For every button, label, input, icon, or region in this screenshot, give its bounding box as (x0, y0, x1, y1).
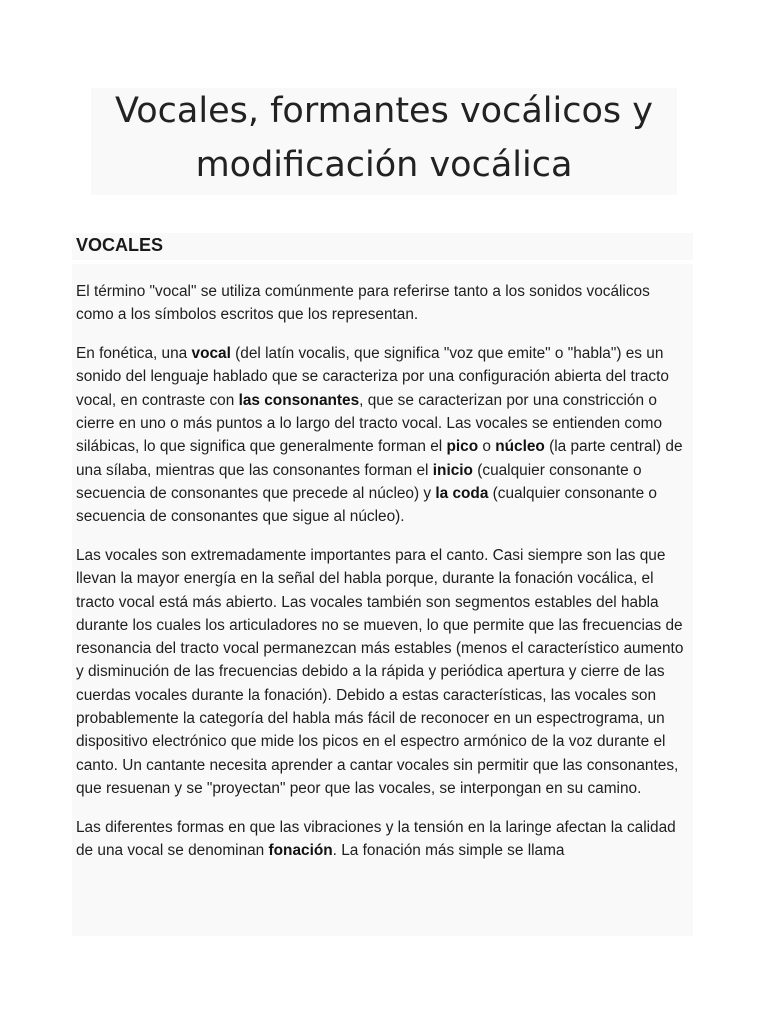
paragraph-text: , que se caracterizan por una constricción o cierre en uno o más puntos a lo largo del tracto vocal. Las vocales se entienden como silábicas, lo que significa que generalmente forman el (76, 391, 663, 456)
paragraph (76, 342, 690, 528)
paragraph-text: (cualquier consonante o secuencia de consonantes que precede al núcleo) y (76, 461, 642, 502)
paragraph (76, 544, 690, 800)
paragraph (76, 816, 690, 863)
section-heading-background (72, 233, 693, 260)
paragraph-text: (la parte central) de una sílaba, mientras que las consonantes forman el (76, 438, 683, 479)
paragraph-text: En fonética, una (76, 345, 192, 363)
paragraph (76, 280, 690, 327)
paragraph-text: (cualquier consonante o secuencia de consonantes que sigue al núcleo). (76, 484, 657, 526)
paragraph-text: El término "vocal" se utiliza comúnmente para referirse tanto a los sonidos vocálicos como a los símbolos escritos que los representan. (76, 283, 650, 324)
page-title: Vocales, formantes vocálicos y modificación vocálica (115, 91, 653, 185)
bold-term: la coda (435, 484, 489, 502)
section-heading: VOCALES (76, 235, 164, 255)
bold-term: vocal (191, 345, 231, 363)
paragraph-text: (del latín vocalis, que significa "voz que emite" o "habla") es un sonido del lenguaje hablado que se caracteriza por una configuración abierta del tracto vocal, en contraste con (76, 345, 669, 409)
paragraph-text: Las vocales son extremadamente importantes para el canto. Casi siempre son las que llevan la mayor energía en la señal del habla porque, durante la fonación vocálica, el tracto vocal está más abierto. Las vocales también son segmentos estables del habla durante los cuales los articuladores no se mueven, lo que permite que las frecuencias de resonancia del tracto vocal permanezcan más estables (menos el característico aumento y disminución de las frecuencias debido a la rápida y periódica apertura y cierre de las cuerdas vocales durante la fonación). Debido a estas características, las vocales son probablemente la categoría del habla más fácil de reconocer en un espectrograma, un dispositivo electrónico que mide los picos en el espectro armónico de la voz durante el canto. Un cantante necesita aprender a cantar vocales sin permitir que las consonantes, que resuenan y se "proyectan" peor que las vocales, se interpongan en su camino. (76, 546, 684, 797)
paragraph-text: Las diferentes formas en que las vibraciones y la tensión en la laringe afectan la calidad de una vocal se denominan (76, 818, 676, 860)
bold-term: fonación (268, 842, 333, 860)
bold-term: las consonantes (238, 391, 360, 409)
bold-term: inicio (432, 461, 473, 479)
bold-term: núcleo (495, 438, 545, 456)
paragraph-text: . La fonación más simple se llama (332, 842, 565, 860)
paragraph-text: o (478, 438, 496, 456)
bold-term: pico (446, 438, 479, 456)
document-body (76, 280, 690, 878)
